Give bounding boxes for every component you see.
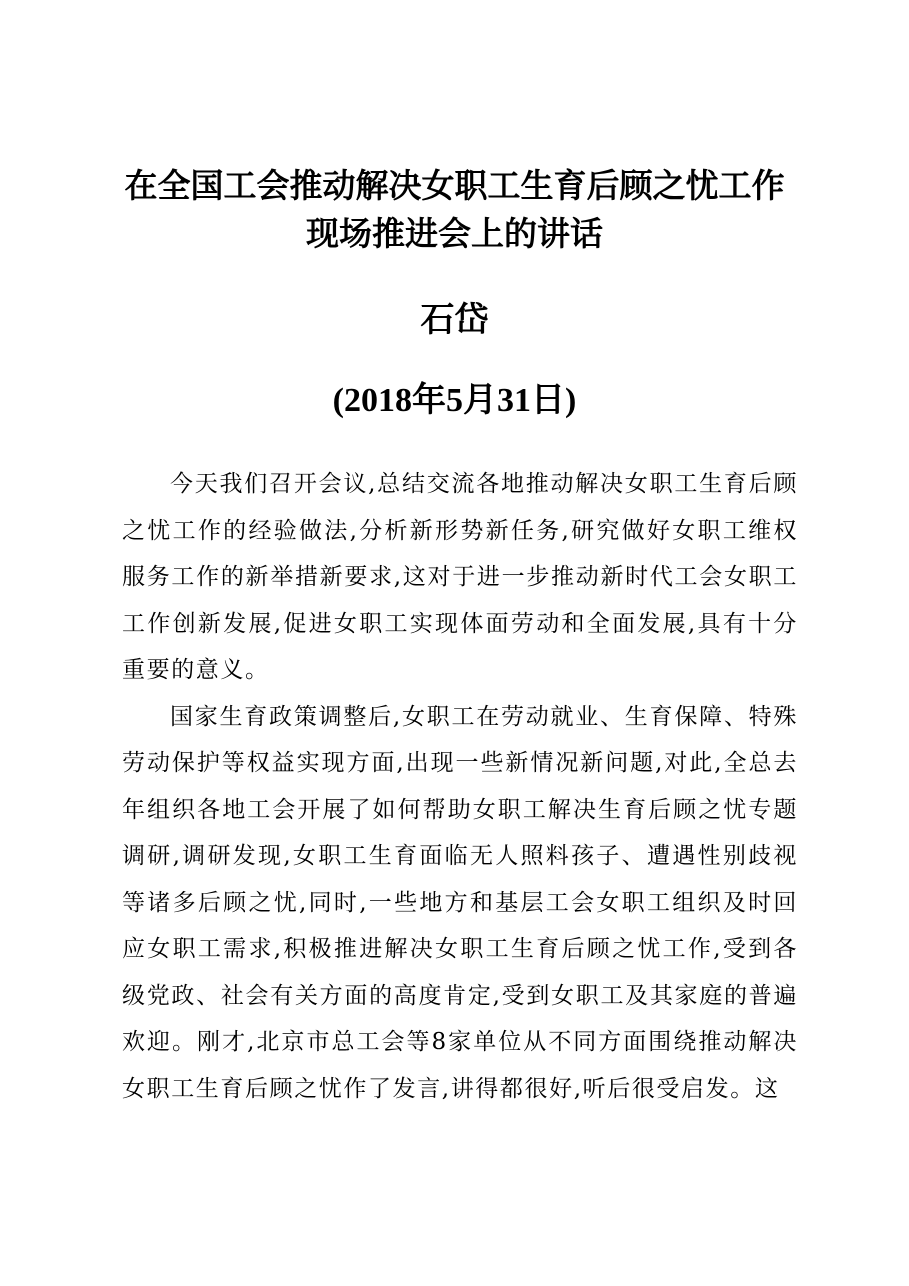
document-body — [122, 461, 798, 1112]
body-paragraph-1: 今天我们召开会议,总结交流各地推动解决女职工生育后顾之忧工作的经验做法,分析新形势新任务,研究做好女职工维权服务工作的新举措新要求,这对于进一步推动新时代工会女职工工作创新发展,促进女职工实现体面劳动和全面发展,具有十分重要的意义。 — [122, 471, 798, 683]
document-date: (2018年5月31日) — [332, 382, 577, 419]
document-author: 石岱 — [420, 300, 489, 340]
document-title-line-1: 在全国工会推动解决女职工生育后顾之忧工作 — [124, 166, 785, 205]
document-title-line-2: 现场推进会上的讲话 — [306, 214, 603, 253]
body-paragraph-2: 国家生育政策调整后,女职工在劳动就业、生育保障、特殊劳动保护等权益实现方面,出现一些新情况新问题,对此,全总去年组织各地工会开展了如何帮助女职工解决生育后顾之忧专题调研,调研发现,女职工生育面临无人照料孩子、遭遇性别歧视等诸多后顾之忧,同时,一些地方和基层工会女职工组织及时回应女职工需求,积极推进解决女职工生育后顾之忧工作,受到各级党政、社会有关方面的高度肯定,受到女职工及其家庭的普遍欢迎。刚才,北京市总工会等8家单位从不同方面围绕推动解决女职工生育后顾之忧作了发言,讲得都很好,听后很受启发。这 — [122, 703, 798, 1102]
